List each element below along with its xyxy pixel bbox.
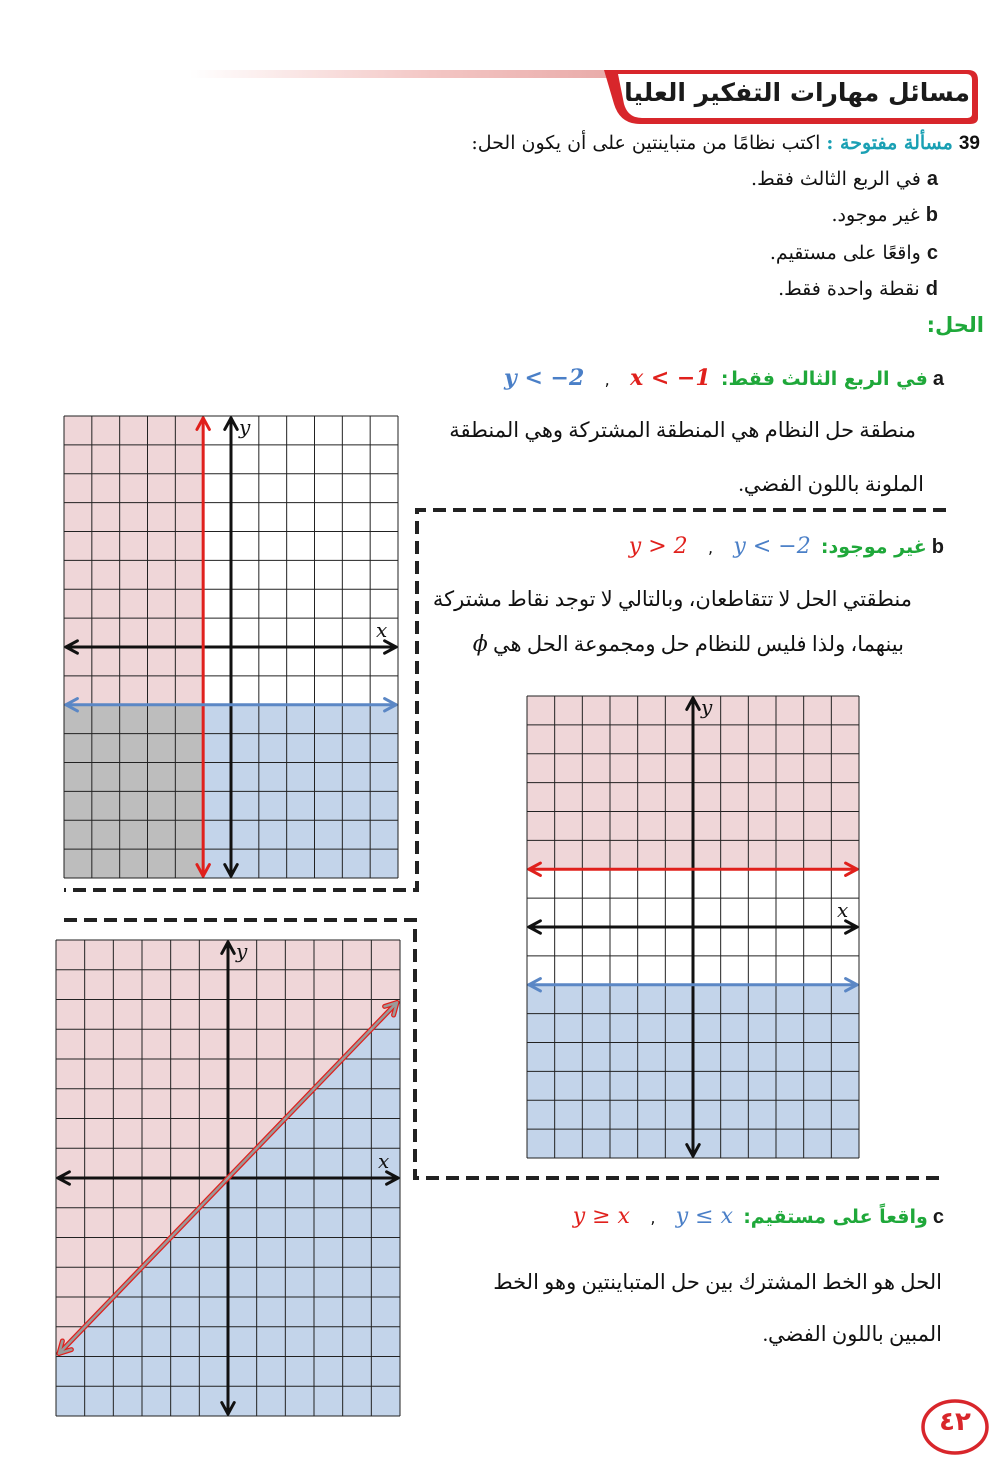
x-axis-label: x — [376, 618, 388, 642]
y-axis-label: y — [239, 415, 251, 439]
part-a-letter: a — [932, 368, 944, 390]
part-c-explanation-line2: المبين باللون الفضي. — [762, 1322, 942, 1346]
graph-part-a — [60, 414, 402, 880]
page-number: ٤٢ — [939, 1407, 971, 1437]
part-a-ineq-red: x < −1 — [630, 365, 711, 391]
part-b-ineq-blue: y < −2 — [733, 534, 811, 559]
part-a-explanation-line1: منطقة حل النظام هي المنطقة المشتركة وهي المنطقة — [449, 418, 916, 442]
x-axis-label: x — [837, 898, 849, 922]
question-type-label: مسألة مفتوحة : — [826, 132, 953, 154]
y-axis-label: y — [701, 695, 713, 719]
part-c-explanation-line1: الحل هو الخط المشترك بين حل المتباينتين وهو الخط — [493, 1270, 942, 1294]
y-axis-label: y — [236, 939, 248, 963]
part-letter: a — [926, 168, 938, 190]
part-a-explanation-line2: الملونة باللون الفضي. — [738, 472, 924, 496]
ineq-separator: , — [604, 370, 610, 389]
part-c-ineq-blue: y ≤ x — [675, 1204, 734, 1229]
part-a-ineq-blue: y < −2 — [504, 365, 585, 391]
part-c-ineq-red: y ≥ x — [572, 1204, 630, 1229]
graph-part-b — [523, 694, 863, 1160]
part-b-title: غير موجود: — [820, 536, 927, 558]
part-c-title: واقعاً على مستقيم: — [743, 1206, 928, 1228]
graph-part-c — [52, 938, 404, 1420]
question-prompt: اكتب نظامًا من متباينتين على أن يكون الحل: — [471, 132, 821, 154]
ineq-separator: , — [707, 538, 714, 557]
part-text: غير موجود. — [831, 204, 920, 226]
part-letter: c — [926, 242, 938, 264]
part-c-letter: c — [932, 1206, 944, 1228]
part-letter: b — [925, 204, 938, 226]
question-number: 39 — [958, 133, 980, 154]
solution-label: الحل: — [926, 313, 984, 337]
part-letter: d — [925, 278, 938, 300]
part-text: نقطة واحدة فقط. — [778, 278, 920, 300]
part-b-explanation-line1: منطقتي الحل لا تتقاطعان، وبالتالي لا توجد نقاط مشتركة — [432, 587, 912, 611]
x-axis-label: x — [378, 1149, 390, 1173]
part-text: في الربع الثالث فقط. — [751, 168, 921, 190]
empty-set-symbol: ϕ — [472, 632, 488, 657]
part-text: واقعًا على مستقيم. — [769, 242, 921, 264]
part-a-title: في الربع الثالث فقط: — [720, 368, 928, 390]
part-b-letter: b — [931, 536, 944, 558]
part-b-line2-text: بينهما، ولذا فليس للنظام حل ومجموعة الحل هي — [493, 632, 904, 656]
section-header-title: مسائل مهارات التفكير العليا — [624, 78, 970, 107]
part-b-ineq-red: y > 2 — [628, 534, 688, 559]
ineq-separator: , — [650, 1208, 656, 1227]
